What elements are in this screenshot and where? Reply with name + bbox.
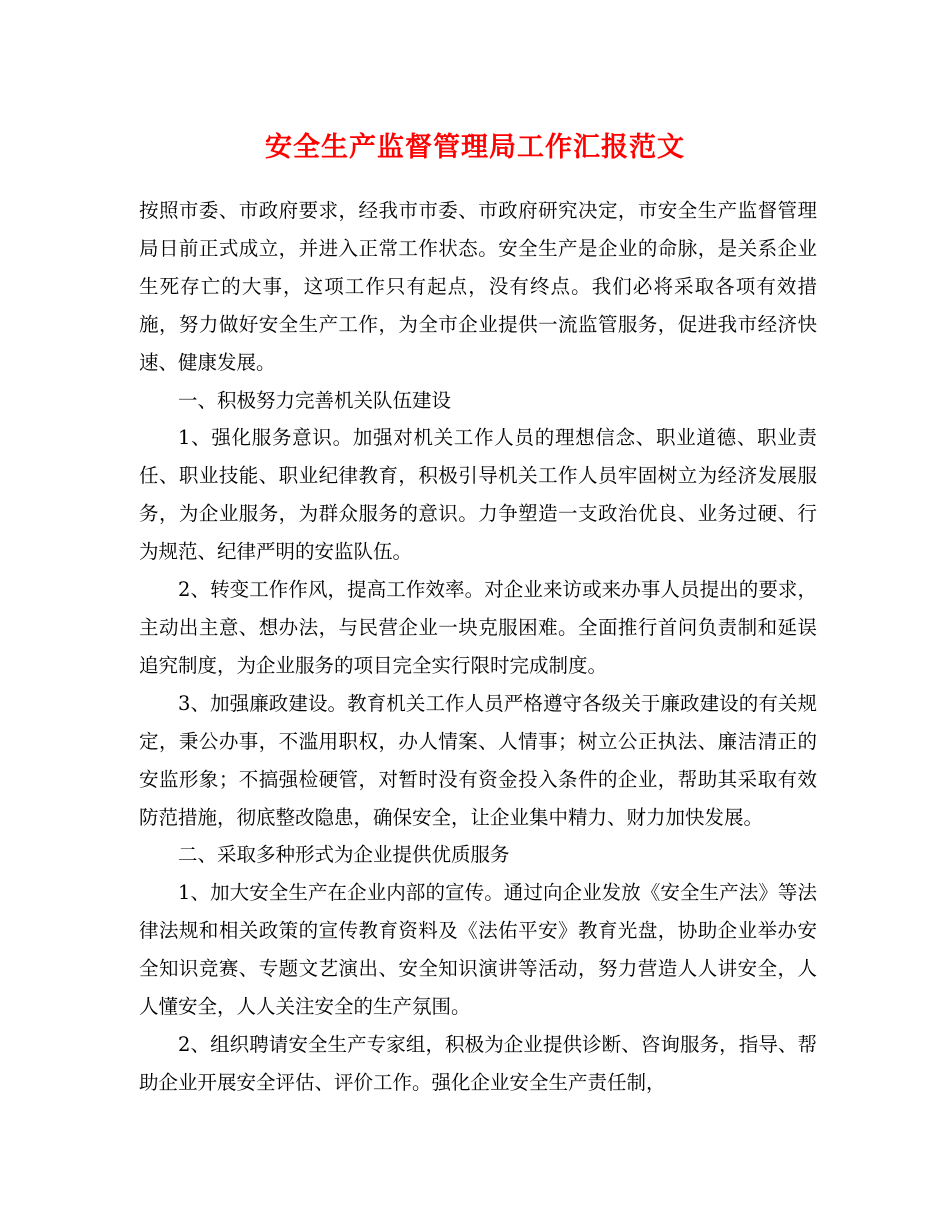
document-body xyxy=(139,192,817,1102)
paragraph-2-2: 2、组织聘请安全生产专家组，积极为企业提供诊断、咨询服务，指导、帮助企业开展安全评估、评价工作。强化企业安全生产责任制， xyxy=(139,1032,817,1094)
section-heading-2: 二、采取多种形式为企业提供优质服务 xyxy=(178,843,510,867)
intro-paragraph: 按照市委、市政府要求，经我市市委、市政府研究决定，市安全生产监督管理局日前正式成立，并进入正常工作状态。安全生产是企业的命脉，是关系企业生死存亡的大事，这项工作只有起点，没有终点。我们必将采取各项有效措施，努力做好安全生产工作，为全市企业提供一流监管服务，促进我市经济快速、健康发展。 xyxy=(139,199,817,374)
paragraph-1-3: 3、加强廉政建设。教育机关工作人员严格遵守各级关于廉政建设的有关规定，秉公办事，不滥用职权，办人情案、人情事；树立公正执法、廉洁清正的安监形象；不搞强检硬管，对暂时没有资金投入条件的企业，帮助其采取有效防范措施，彻底整改隐患，确保安全，让企业集中精力、财力加快发展。 xyxy=(139,691,817,829)
document-title: 安全生产监督管理局工作汇报范文 xyxy=(265,132,685,163)
paragraph-1-1: 1、强化服务意识。加强对机关工作人员的理想信念、职业道德、职业责任、职业技能、职业纪律教育，积极引导机关工作人员牢固树立为经济发展服务，为企业服务，为群众服务的意识。力争塑造一支政治优良、业务过硬、行为规范、纪律严明的安监队伍。 xyxy=(139,426,817,564)
paragraph-1-2: 2、转变工作作风，提高工作效率。对企业来访或来办事人员提出的要求，主动出主意、想办法，与民营企业一块克服困难。全面推行首问负责制和延误追究制度，为企业服务的项目完全实行限时完成制度。 xyxy=(139,578,817,677)
section-heading-1: 一、积极努力完善机关队伍建设 xyxy=(178,388,452,412)
paragraph-2-1: 1、加大安全生产在企业内部的宣传。通过向企业发放《安全生产法》等法律法规和相关政策的宣传教育资料及《法佑平安》教育光盘，协助企业举办安全知识竞赛、专题文艺演出、安全知识演讲等活动，努力营造人人讲安全，人人懂安全，人人关注安全的生产氛围。 xyxy=(139,881,817,1019)
